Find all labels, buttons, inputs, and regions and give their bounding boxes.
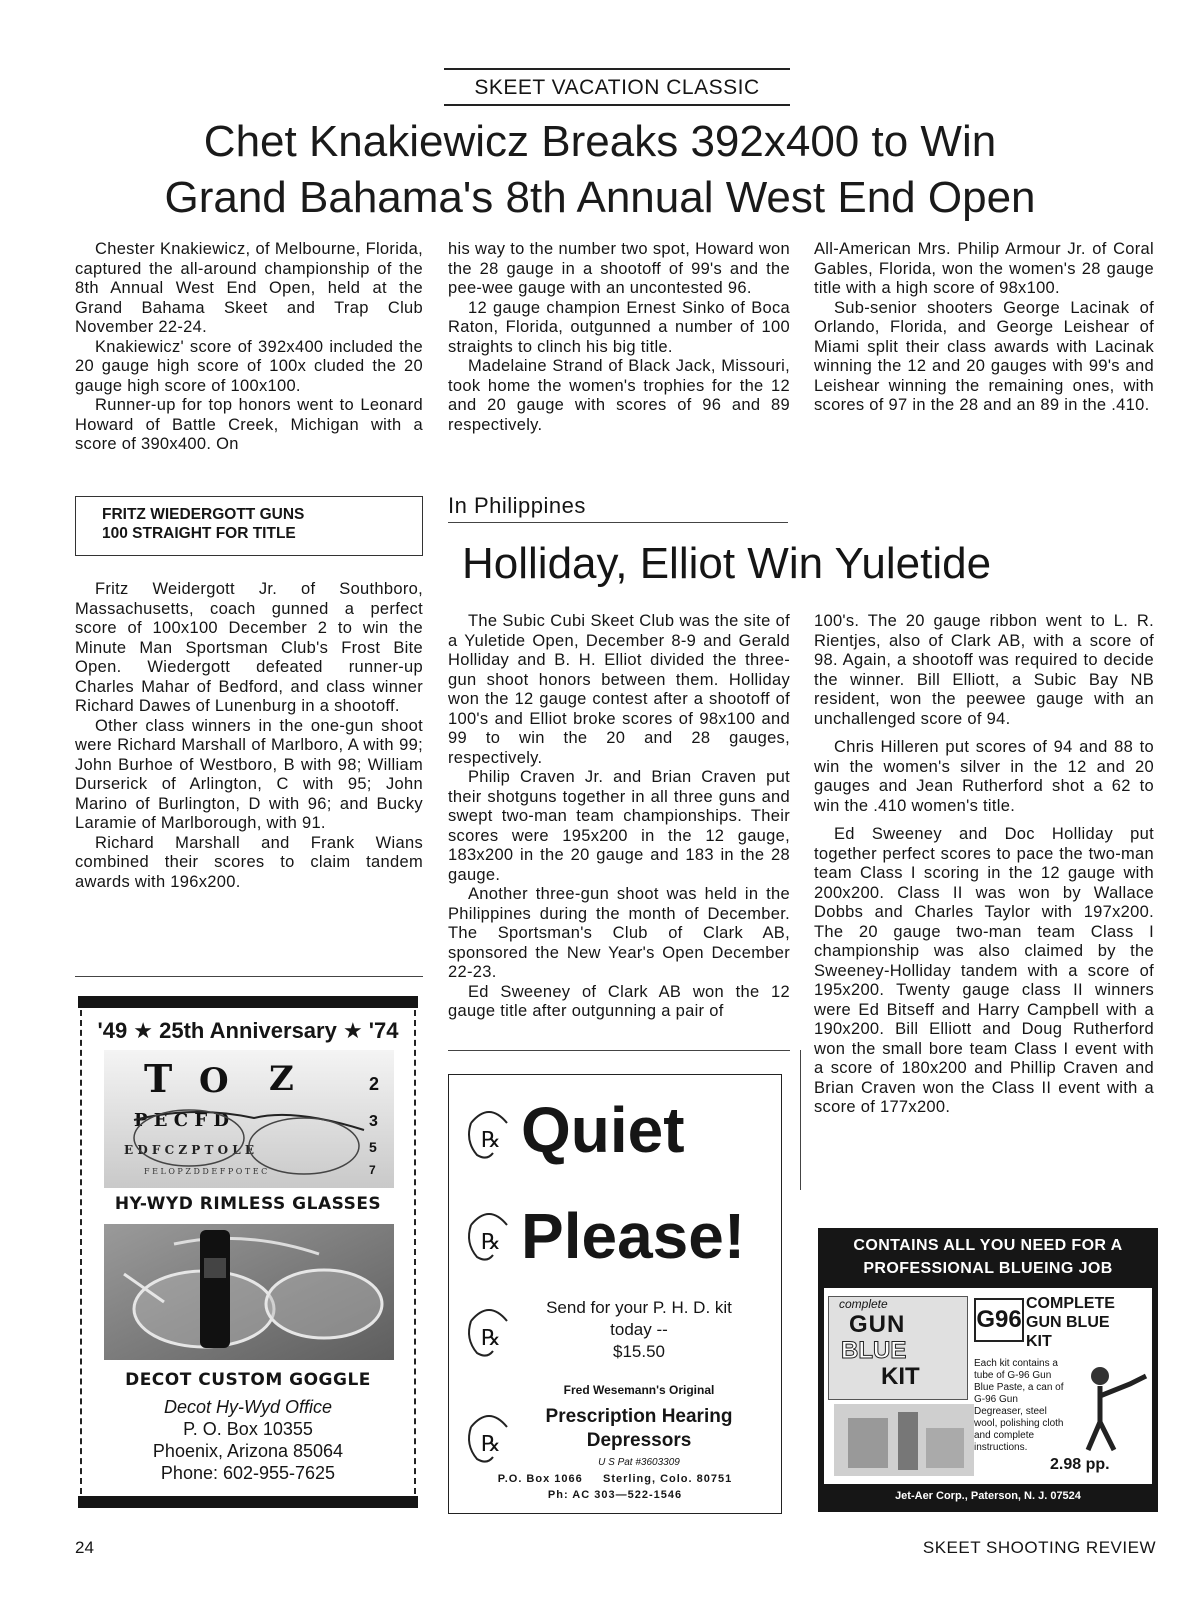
divider bbox=[448, 522, 788, 523]
svg-text:F E L O P Z D D E F P O T E C: F E L O P Z D D E F P O T E C bbox=[144, 1167, 268, 1176]
paragraph: Madelaine Strand of Black Jack, Missouri, took home the women's trophies for the 12 and 20 gauge with scores of 96 and 89 respectively. bbox=[448, 357, 790, 434]
paragraph: Chester Knakiewicz, of Melbourne, Florida, captured the all-around championship of the 8th Annual West End Open, held at the Grand Bahama Skeet and Trap Club November 22-24. bbox=[75, 240, 423, 336]
kit-box-image bbox=[828, 1296, 968, 1400]
paragraph: The Subic Cubi Skeet Club was the site of a Yuletide Open, December 8-9 and Gerald Holliday and B. H. Elliot divided the three-gun shoot honors between them. Holliday won the 12 gauge contest after a shootoff of 100's and Elliot broke scores of 98x100 and 99 to win the 20 and 28 gauges, respectively. bbox=[448, 612, 790, 767]
paragraph: 100's. The 20 gauge ribbon went to L. R. Rientjes, also of Clark AB, with a score of 98. Again, a shootoff was required to decide the winner. Bill Elliott, a Subic Bay NB resident, won the peewee gauge with an unchallenged score of 94. bbox=[814, 612, 1154, 728]
paragraph: All-American Mrs. Philip Armour Jr. of Coral Gables, Florida, won the women's 28 gauge title with a high score of 98x100. bbox=[814, 240, 1154, 297]
send-line: Send for your P. H. D. kit bbox=[546, 1298, 732, 1317]
eye-chart-glasses-photo bbox=[104, 1050, 394, 1188]
ad-gun-blue-kit bbox=[818, 1228, 1158, 1512]
rx-icon bbox=[463, 1103, 517, 1163]
svg-text:3: 3 bbox=[369, 1113, 378, 1130]
product-caption: HY-WYD RIMLESS GLASSES bbox=[114, 1194, 382, 1214]
anniversary-title: '49 ★ 25th Anniversary ★ '74 bbox=[97, 1018, 399, 1043]
svg-text:E D F C Z P T O L E: E D F C Z P T O L E bbox=[124, 1143, 254, 1157]
svg-text:O: O bbox=[199, 1061, 229, 1101]
divider bbox=[75, 976, 423, 977]
city: Phoenix, Arizona 85064 bbox=[152, 1441, 344, 1461]
svg-text:℞: ℞ bbox=[481, 1326, 501, 1351]
ad-bottom-bar bbox=[78, 1496, 418, 1508]
box-text: GUN bbox=[849, 1311, 906, 1338]
article1-column-2 bbox=[448, 240, 790, 435]
paragraph: Ed Sweeney of Clark AB won the 12 gauge title after outgunning a pair of bbox=[448, 982, 790, 1020]
office-name: Decot Hy-Wyd Office bbox=[163, 1397, 333, 1417]
main-headline bbox=[60, 114, 1140, 226]
section-kicker: SKEET VACATION CLASSIC bbox=[444, 68, 790, 106]
box-text: BLUE bbox=[841, 1337, 907, 1364]
svg-text:℞: ℞ bbox=[481, 1230, 501, 1255]
price: $15.50 bbox=[613, 1342, 665, 1361]
ad-panel bbox=[824, 1288, 1152, 1484]
kit-title-line: KIT bbox=[1026, 1333, 1052, 1350]
svg-text:7: 7 bbox=[369, 1163, 376, 1177]
ad-rimless-glasses bbox=[78, 996, 418, 1508]
section-label: In Philippines bbox=[448, 493, 586, 518]
kit-title-line: GUN BLUE bbox=[1026, 1314, 1110, 1331]
paragraph: his way to the number two spot, Howard won the 28 gauge in a shootoff of 99's and the pee-wee gauge with an uncontested 96. bbox=[448, 240, 790, 297]
kit-price: 2.98 pp. bbox=[1050, 1456, 1110, 1473]
headline-line-1: Chet Knakiewicz Breaks 392x400 to Win bbox=[203, 117, 997, 166]
article3-column-1 bbox=[448, 612, 790, 1022]
article2-headline-box bbox=[75, 496, 423, 556]
ad-top-bar bbox=[78, 996, 418, 1008]
paragraph: Fritz Weidergott Jr. of Southboro, Massachusetts, coach gunned a perfect score of 100x100 December 2 to win the Minute Man Sportsman Club's Frost Bite Open. Wiedergott defeated runner-up Charles Mahar of Bedford, and class winner Richard Dawes of Lunenburg in a shootoff. bbox=[75, 580, 423, 715]
svg-text:P E C F D: P E C F D bbox=[134, 1110, 230, 1131]
please-headline: Please! bbox=[521, 1200, 746, 1272]
paragraph: Ed Sweeney and Doc Holliday put together perfect scores to pace the two-man team Class I scoring in the 12 gauge with 200x200. Class II was won by Wallace Dobbs and Charles Taylor with 197x200. The 20 gauge two-man team Class I championship was also claimed by the Sweeney-Holliday tandem with a score of 195x200. Twenty gauge class II winners were Ed Bitseff and Harry Campbell with a 190x200. Bill Elliott and Doug Rutherford won the small bore team Class I event with a score of 180x200 and Phillip Craven and Brian Craven won the Class II event with a score of 177x200. bbox=[814, 825, 1154, 1116]
mailing-address: P.O. Box 1066 Sterling, Colo. 80751 bbox=[497, 1473, 733, 1485]
article1-column-3 bbox=[814, 240, 1154, 416]
paragraph: 12 gauge champion Ernest Sinko of Boca Raton, Florida, outgunned a number of 100 straights to clinch his big title. bbox=[448, 298, 790, 356]
svg-text:℞: ℞ bbox=[481, 1128, 501, 1153]
paragraph: Other class winners in the one-gun shoot were Richard Marshall of Marlboro, A with 99; John Burhoe of Westboro, B with 98; William Durserick of Arlington, C with 95; John Marino of Burlington, D with 96; and Bucky Laramie of Marlborough, with 91. bbox=[75, 716, 423, 832]
article3-headline: Holliday, Elliot Win Yuletide bbox=[462, 539, 992, 588]
kit-title-line: COMPLETE bbox=[1026, 1295, 1115, 1312]
kit-contents-image bbox=[834, 1404, 974, 1476]
paragraph: Chris Hilleren put scores of 94 and 88 to win the women's silver in the 12 and 20 gauges and Jean Rutherford shot a 62 to win the .410 women's title. bbox=[814, 738, 1154, 815]
ad-headline-line: PROFESSIONAL BLUEING JOB bbox=[863, 1260, 1113, 1277]
kit-title bbox=[1026, 1294, 1115, 1351]
box-text: KIT bbox=[881, 1363, 920, 1390]
svg-text:T: T bbox=[144, 1056, 173, 1101]
ad-address bbox=[78, 1396, 418, 1484]
paragraph: Runner-up for top honors went to Leonard Howard of Battle Creek, Michigan with a score of 390x400. On bbox=[75, 396, 423, 453]
article2-headline-line-1: FRITZ WIEDERGOTT GUNS bbox=[102, 506, 305, 523]
product-name bbox=[489, 1405, 789, 1453]
svg-text:5: 5 bbox=[369, 1139, 377, 1155]
rx-icon bbox=[463, 1205, 517, 1265]
svg-text:Z: Z bbox=[269, 1059, 294, 1099]
product-caption: DECOT CUSTOM GOGGLE bbox=[125, 1370, 371, 1390]
ad-headline bbox=[818, 1234, 1158, 1280]
paragraph: Richard Marshall and Frank Wians combined their scores to claim tandem awards with 196x200. bbox=[75, 833, 423, 891]
ad-quiet-please bbox=[448, 1074, 782, 1514]
page-number: 24 bbox=[75, 1538, 94, 1557]
divider bbox=[448, 1050, 790, 1051]
phone: Phone: 602-955-7625 bbox=[160, 1463, 336, 1483]
shooter-illustration bbox=[1070, 1362, 1148, 1452]
headline-line-2: Grand Bahama's 8th Annual West End Open bbox=[164, 173, 1036, 222]
quiet-headline: Quiet bbox=[521, 1094, 685, 1166]
send-text bbox=[489, 1297, 789, 1363]
article3-column-2 bbox=[814, 612, 1154, 1118]
column-rule bbox=[800, 1050, 801, 1190]
maker-name: Fred Wesemann's Original bbox=[563, 1383, 715, 1397]
svg-text:2: 2 bbox=[369, 1074, 380, 1094]
send-line: today -- bbox=[610, 1320, 668, 1339]
ad-headline-line: CONTAINS ALL YOU NEED FOR A bbox=[853, 1237, 1123, 1254]
product-line: Depressors bbox=[586, 1430, 692, 1451]
phone-number: Ph: AC 303—522-1546 bbox=[547, 1489, 683, 1501]
ad-footer: Jet-Aer Corp., Paterson, N. J. 07524 bbox=[895, 1490, 1081, 1502]
article2-headline-line-2: 100 STRAIGHT FOR TITLE bbox=[102, 525, 296, 542]
paragraph: Another three-gun shoot was held in the Philippines during the month of December. The Sportsman's Club of Clark AB, sponsored the New Year's Open December 22-23. bbox=[448, 885, 790, 981]
patent-number: U S Pat #3603309 bbox=[598, 1457, 680, 1468]
article1-column-1 bbox=[75, 240, 423, 455]
goggle-photo bbox=[104, 1224, 394, 1360]
box-text: complete bbox=[839, 1297, 888, 1311]
paragraph: Sub-senior shooters George Lacinak of Orlando, Florida, and George Leishear of Miami split their class awards with Lacinak winning the 12 and 20 gauges with 99's and Leishear winning the remaining ones, with scores of 97 in the 28 and an 89 in the .410. bbox=[814, 298, 1154, 414]
product-line: Prescription Hearing bbox=[545, 1406, 733, 1427]
paragraph: Knakiewicz' score of 392x400 included the 20 gauge high score of 100x cluded the 20 gauge high score of 100x100. bbox=[75, 337, 423, 395]
kit-description: Each kit contains a tube of G-96 Gun Blue Paste, a can of G-96 Gun Degreaser, steel wool, polishing cloth and complete instructions. bbox=[974, 1358, 1064, 1453]
article2-body bbox=[75, 580, 423, 892]
svg-text:℞: ℞ bbox=[481, 1432, 501, 1457]
paragraph: Philip Craven Jr. and Brian Craven put their shotguns together in all three guns and swept two-man team championships. Their scores were 195x200 in the 12 gauge, 183x200 in the 20 gauge and 183 in the 28 gauge. bbox=[448, 768, 790, 884]
g96-logo: G96 bbox=[974, 1298, 1024, 1342]
po-box: P. O. Box 10355 bbox=[183, 1419, 313, 1439]
magazine-name: SKEET SHOOTING REVIEW bbox=[922, 1538, 1156, 1557]
